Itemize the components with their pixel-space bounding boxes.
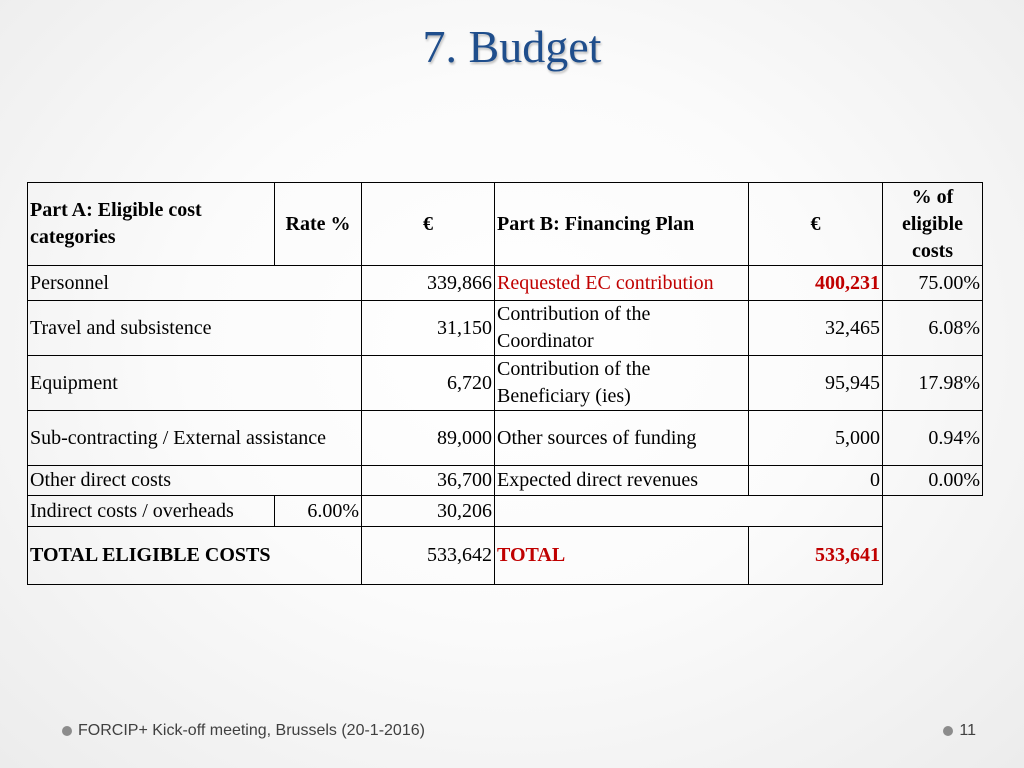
table-header-row <box>28 183 983 266</box>
row-a-label: Personnel <box>28 266 362 301</box>
row-b-value: 5,000 <box>749 411 883 466</box>
row-b-label: Requested EC contribution <box>495 266 749 301</box>
row-b-pct: 0.00% <box>883 466 983 496</box>
table-row <box>28 301 983 356</box>
footer <box>62 722 425 740</box>
row-blank <box>883 527 983 585</box>
header-rate: Rate % <box>275 183 362 266</box>
header-euro-a: € <box>362 183 495 266</box>
table-row <box>28 356 983 411</box>
row-blank <box>883 496 983 527</box>
row-b-pct: 0.94% <box>883 411 983 466</box>
row-b-value: 32,465 <box>749 301 883 356</box>
row-a-value: 31,150 <box>362 301 495 356</box>
row-a-label: Equipment <box>28 356 362 411</box>
row-a-value: 89,000 <box>362 411 495 466</box>
row-a-value: 30,206 <box>362 496 495 527</box>
row-b-pct: 75.00% <box>883 266 983 301</box>
total-b-value: 533,641 <box>749 527 883 585</box>
row-a-label: Sub-contracting / External assistance <box>28 411 362 466</box>
row-a-value: 6,720 <box>362 356 495 411</box>
table-row <box>28 496 983 527</box>
header-part-a: Part A: Eligible cost categories <box>28 183 275 266</box>
header-euro-b: € <box>749 183 883 266</box>
row-b-pct: 17.98% <box>883 356 983 411</box>
total-a-value: 533,642 <box>362 527 495 585</box>
total-row <box>28 527 983 585</box>
row-b-label: Other sources of funding <box>495 411 749 466</box>
table-row <box>28 466 983 496</box>
header-part-b: Part B: Financing Plan <box>495 183 749 266</box>
page-number <box>943 722 976 740</box>
row-b-label: Contribution of the Beneficiary (ies) <box>495 356 749 411</box>
row-b-empty <box>495 496 883 527</box>
row-b-value: 400,231 <box>749 266 883 301</box>
row-b-pct: 6.08% <box>883 301 983 356</box>
total-b-label: TOTAL <box>495 527 749 585</box>
row-a-label: Travel and subsistence <box>28 301 362 356</box>
table-row <box>28 266 983 301</box>
row-a-label: Other direct costs <box>28 466 362 496</box>
row-a-value: 339,866 <box>362 266 495 301</box>
row-b-label: Contribution of the Coordinator <box>495 301 749 356</box>
row-a-label: Indirect costs / overheads <box>28 496 275 527</box>
row-b-label: Expected direct revenues <box>495 466 749 496</box>
bullet-icon <box>943 726 953 736</box>
bullet-icon <box>62 726 72 736</box>
slide-title: 7. Budget <box>422 21 602 72</box>
table-row <box>28 411 983 466</box>
row-a-rate: 6.00% <box>275 496 362 527</box>
footer-text: FORCIP+ Kick-off meeting, Brussels (20-1-2016) <box>78 722 425 739</box>
row-b-value: 95,945 <box>749 356 883 411</box>
budget-table <box>27 182 983 585</box>
row-a-value: 36,700 <box>362 466 495 496</box>
total-a-label: TOTAL ELIGIBLE COSTS <box>28 527 362 585</box>
header-pct: % of eligible costs <box>883 183 983 266</box>
row-b-value: 0 <box>749 466 883 496</box>
page-number-text: 11 <box>959 722 976 739</box>
